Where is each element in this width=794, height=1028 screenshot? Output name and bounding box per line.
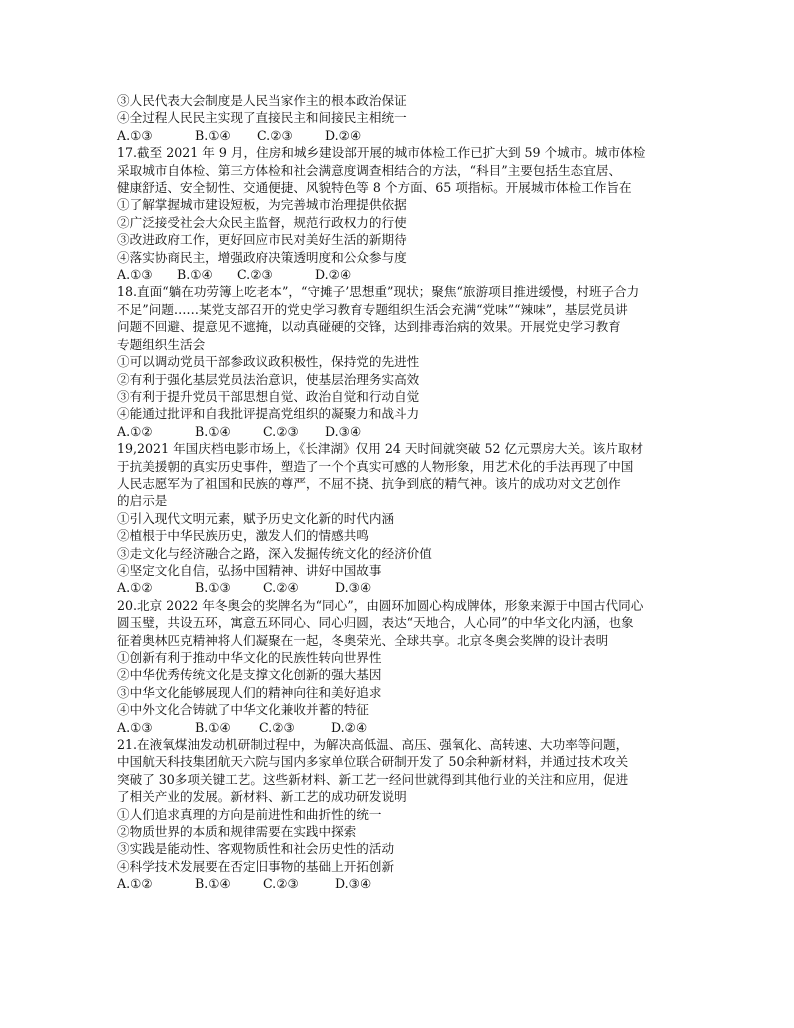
choice-item: ③有利于提升党员干部思想自觉、政治自觉和行动自觉 — [117, 388, 420, 404]
answer-options — [117, 875, 687, 892]
question-stem: 了相关产业的发展。新材料、新工艺的成功研发说明 — [117, 789, 407, 805]
question-stem: 20.北京 2022 年冬奥会的奖牌名为“同心”，由圆环加圆心构成牌体，形象来源于中国古代同心 — [117, 597, 644, 613]
question-stem: 17.截至 2021 年 9 月，住房和城乡建设部开展的城市体检工作已扩大到 59 个城市。城市体检 — [117, 145, 646, 161]
question-stem: 征着奥林匹克精神将人们凝聚在一起，冬奥荣光、全球共享。北京冬奥会奖牌的设计表明 — [117, 632, 609, 648]
choice-item: ④坚定文化自信，弘扬中国精神、讲好中国故事 — [117, 562, 382, 578]
option-b: B.①④ — [195, 876, 231, 892]
choice-item: ①引入现代文明元素，赋予历史文化新的时代内涵 — [117, 510, 395, 526]
option-a: A.①② — [117, 876, 153, 892]
choice-item: ④全过程人民民主实现了直接民主和间接民主相统一 — [117, 110, 407, 126]
choice-item: ①可以调动党员干部参政议政积极性，保持党的先进性 — [117, 354, 420, 370]
question-stem: 问题不回避、提意见不遮掩，以动真碰硬的交锋，达到排毒治病的效果。开展党史学习教育 — [117, 319, 621, 335]
choice-item: ③中华文化能够展现人们的精神向往和美好追求 — [117, 684, 382, 700]
choice-item: ④中外文化合铸就了中华文化兼收并蓄的特征 — [117, 702, 369, 718]
question-21 — [117, 736, 687, 893]
answer-options — [117, 127, 687, 144]
answer-options — [117, 266, 687, 283]
question-stem: 人民志愿军为了祖国和民族的尊严，不屈不挠、抗争到底的精气神。该片的成功对文艺创作 — [117, 475, 621, 491]
question-stem: 21.在液氧煤油发动机研制过程中，为解决高低温、高压、强氧化、高转速、大功率等问题， — [117, 737, 629, 753]
option-d: D.③④ — [325, 423, 362, 439]
answer-options — [117, 719, 687, 736]
question-18 — [117, 283, 687, 440]
option-d: D.③④ — [335, 876, 372, 892]
question-stem: 健康舒适、安全韧性、交通便捷、风貌特色等 8 个方面、65 项指标。开展城市体检工作旨在 — [117, 180, 632, 196]
option-b: B.①④ — [177, 267, 213, 283]
choice-item: ②植根于中华民族历史，激发人们的情感共鸣 — [117, 528, 369, 544]
option-c: C.②③ — [263, 423, 299, 439]
choice-item: ③走文化与经济融合之路，深入发掘传统文化的经济价值 — [117, 545, 432, 561]
question-stem: 于抗美援朝的真实历史事件，塑造了一个个真实可感的人物形象，用艺术化的手法再现了中国 — [117, 458, 634, 474]
option-a: A.①② — [117, 423, 153, 439]
question-stem: 的启示是 — [117, 493, 168, 509]
answer-options — [117, 423, 687, 440]
question-20 — [117, 597, 687, 736]
option-d: D.②④ — [315, 267, 352, 283]
choice-item: ④科学技术发展要在否定旧事物的基础上开拓创新 — [117, 858, 395, 874]
option-a: A.①③ — [117, 267, 153, 283]
question-stem: 专题组织生活会 — [117, 336, 206, 352]
option-b: B.①④ — [195, 127, 231, 143]
question-stem: 采取城市自体检、第三方体检和社会满意度调查相结合的方法，“科目”主要包括生态宜居、 — [117, 162, 622, 178]
choice-item: ②广泛接受社会大众民主监督，规范行政权力的行使 — [117, 214, 407, 230]
option-b: B.①④ — [195, 719, 231, 735]
option-c: C.②③ — [257, 127, 293, 143]
question-17 — [117, 144, 687, 283]
answer-options — [117, 579, 687, 596]
question-stem: 19,2021 年国庆档电影市场上，《长津湖》仅用 24 天时间就突破 52 亿元票房大关。该片取材 — [117, 441, 644, 457]
option-c: C.②④ — [263, 580, 299, 596]
question-stem: 中国航天科技集团航天六院与国内多家单位联合研制开发了 50余种新材料，并通过技术攻关 — [117, 754, 629, 770]
option-d: D.②④ — [331, 719, 368, 735]
option-c: C.②③ — [237, 267, 273, 283]
option-a: A.①② — [117, 580, 153, 596]
question-stem: 不足”问题……某党支部召开的党史学习教育专题组织生活会充满“党味”“辣味”，基层党员讲 — [117, 301, 628, 317]
question-stem: 18.直面“躺在功劳簿上吃老本”，“守摊子’思想重”现状；聚焦“旅游项目推进缓慢，村班子合力 — [117, 284, 640, 300]
choice-item: ③人民代表大会制度是人民当家作主的根本政治保证 — [117, 93, 407, 108]
option-b: B.①③ — [195, 580, 231, 596]
choice-item: ②中华优秀传统文化是支撑文化创新的强大基因 — [117, 667, 382, 683]
question-16-tail — [117, 92, 687, 144]
option-a: A.①③ — [117, 127, 153, 143]
option-d: D.③④ — [335, 580, 372, 596]
question-stem: 突破了 30多项关键工艺。这些新材料、新工艺一经问世就得到其他行业的关注和应用，促进 — [117, 771, 629, 787]
question-stem: 圆玉璧，共设五环，寓意五环同心、同心归圆，表达“天地合，人心同”的中华文化内涵，也象 — [117, 615, 634, 631]
choice-item: ④能通过批评和自我批评提高党组织的凝聚力和战斗力 — [117, 406, 420, 422]
choice-item: ③实践是能动性、客观物质性和社会历史性的活动 — [117, 841, 395, 857]
choice-item: ①创新有利于推动中华文化的民族性转向世界性 — [117, 650, 382, 665]
choice-item: ①了解掌握城市建设短板，为完善城市治理提供依据 — [117, 197, 407, 213]
choice-item: ③改进政府工作，更好回应市民对美好生活的新期待 — [117, 232, 407, 248]
choice-item: ①人们追求真理的方向是前进性和曲折性的统一 — [117, 806, 382, 822]
option-b: B.①④ — [195, 423, 231, 439]
choice-item: ②有利于强化基层党员法治意识，使基层治理务实高效 — [117, 371, 420, 387]
choice-item: ②物质世界的本质和规律需要在实践中探索 — [117, 824, 357, 840]
choice-item: ④落实协商民主，增强政府决策透明度和公众参与度 — [117, 249, 407, 265]
option-c: C.②③ — [259, 719, 295, 735]
exam-page — [117, 92, 687, 893]
option-c: C.②③ — [263, 876, 299, 892]
option-a: A.①③ — [117, 719, 153, 735]
option-d: D.②④ — [325, 127, 362, 143]
question-19 — [117, 440, 687, 597]
